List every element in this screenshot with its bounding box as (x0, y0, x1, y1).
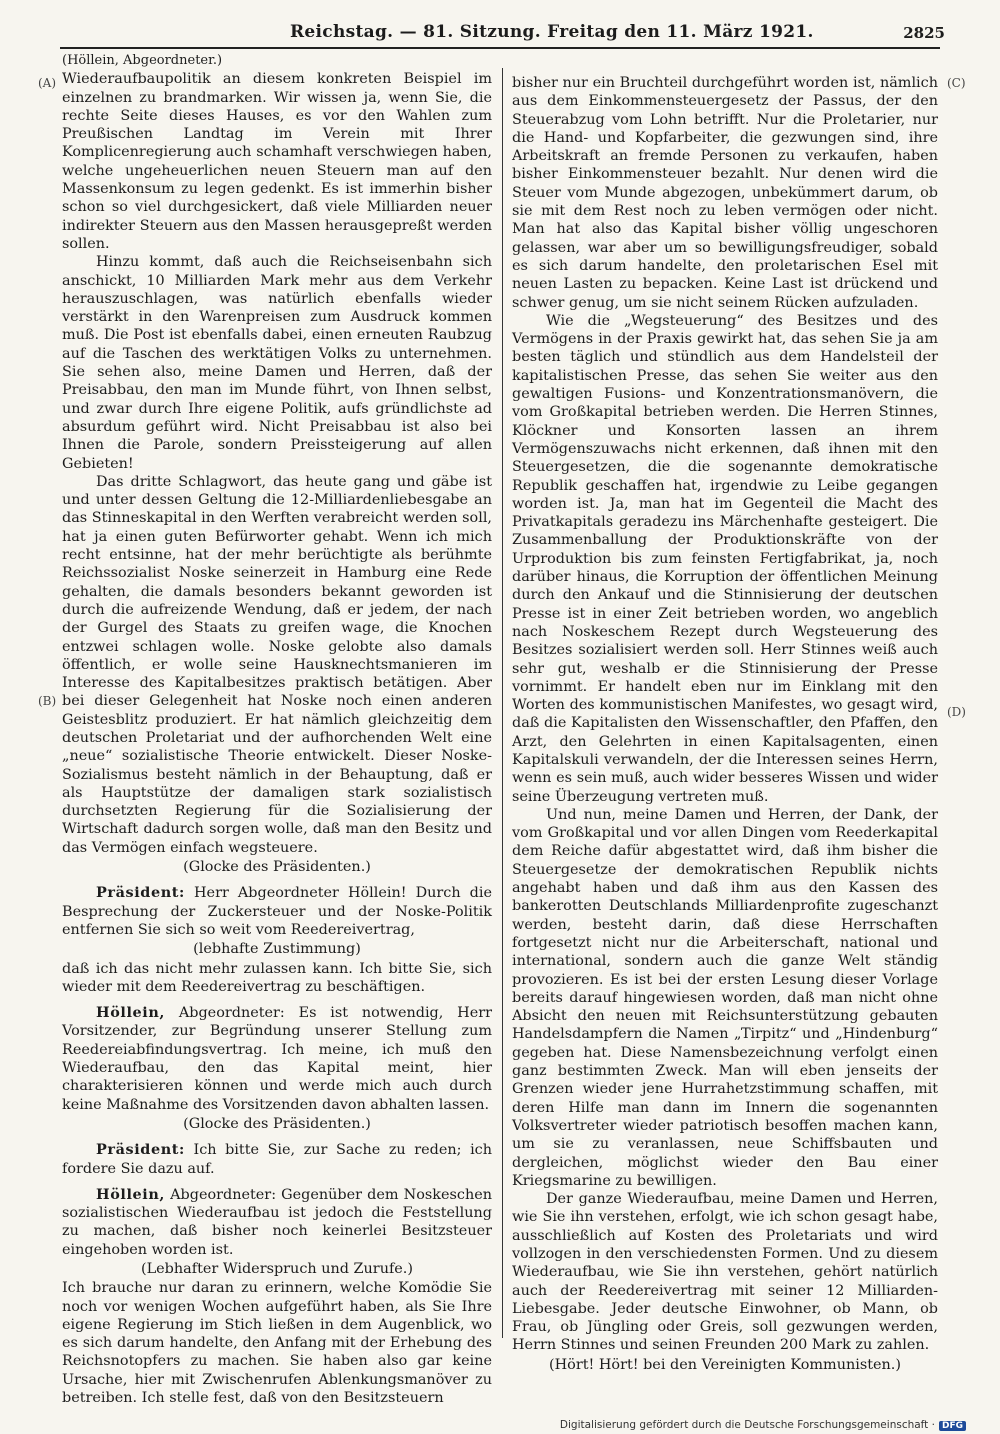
speaker-name: Höllein, (96, 1004, 166, 1022)
paragraph: bisher nur ein Bruchteil durchgeführt worden ist, nämlich aus dem Einkommensteuergesetz der Passus, der den Steuerabzug vom Lohn betrifft. Nur die Proletarier, nur die Hand- und Kopfarbeiter, die gezwungen sind, ihre Arbeitskraft an fremde Personen zu verkaufen, haben bisher Einkommensteuer bezahlt. Nur denen wird die Steuer vom Munde abgezogen, unbekümmert darum, ob sie mit dem Rest noch zu leben vermögen oder nicht. Man hat also das Kapital bisher völlig ungeschoren gelassen, war aber um so bewilligungsfreudiger, sobald es sich darum handelte, den proletarischen Esel mit neuen Lasten zu bepacken. Keine Last ist drückend und schwer genug, um sie nicht seinem Rücken aufzuladen. (512, 75, 938, 311)
stage-direction: (Glocke des Präsidenten.) (183, 1115, 371, 1132)
speech-president (62, 1141, 492, 1178)
speech-text: Gegenüber dem Noskeschen sozialistischen Wiederaufbau ist jedoch die Feststellung zu machen, daß bisher noch keinerlei Besitzsteuer eingehoben worden ist. (62, 1186, 492, 1258)
paragraph: Wiederaufbaupolitik an diesem konkreten Beispiel im einzelnen zu brandmarken. Wir wissen ja, wenn Sie, die rechte Seite dieses Hauses, es vor den Wahlen zum Preußischen Landtag im Verein mit Ihrer Komplicenregierung auch schamhaft verschwiegen haben, welche ungeheuerlichen neuen Steuern man auf den Massenkonsum zu legen gedenkt. Es ist immerhin bisher schon so viel durchgesickert, daß viele Milliarden neuer indirekter Steuern aus den Massen herausgepreßt werden sollen. (62, 71, 492, 252)
page-number: 2825 (903, 24, 945, 42)
column-divider (502, 68, 503, 1338)
speaker-name: Präsident: (96, 884, 185, 902)
paragraph: Der ganze Wiederaufbau, meine Damen und Herren, wie Sie ihn verstehen, erfolgt, wie ich schon gesagt habe, ausschließlich auf Kosten des Proletariats und wird vollzogen in den verschiedensten Formen. Und zu diesem Wiederaufbau, wie Sie ihn verstehen, gehört natürlich auch der Reedereivertrag mit seiner 12 Milliarden-Liebesgabe. Jeder deutsche Einwohner, ob Mann, ob Frau, ob Jüngling oder Greis, soll gezwungen werden, Herrn Stinnes und seinen Freunden 200 Mark zu zahlen. (512, 1191, 938, 1354)
speech-text: daß ich das nicht mehr zulassen kann. Ich bitte Sie, sich wieder mit dem Reedereivertrag zu beschäftigen. (62, 960, 492, 995)
stage-direction: (Lebhafter Widerspruch und Zurufe.) (141, 1261, 413, 1277)
paragraph: Ich brauche nur daran zu erinnern, welche Komödie Sie noch vor wenigen Wochen aufgeführt haben, als Sie Ihre eigene Regierung im Stich ließen in dem Augenblick, wo es sich darum handelte, den Anfang mit der Erhebung des Reichsnotopfers zu machen. Sie haben also gar keine Ursache, hier mit Zwischenrufen Ablenkungsmanöver zu betreiben. Ich stelle fest, daß von den Besitzsteuern (62, 1280, 492, 1407)
speech-text: Herr Abgeordneter Höllein! Durch die Besprechung der Zuckersteuer und der Noske-Politik entfernen Sie sich so weit vom Reedereivertrag, (62, 885, 493, 938)
speech-president (62, 884, 492, 939)
stage-direction: (Glocke des Präsidenten.) (183, 859, 371, 876)
margin-marker-c: (C) (947, 76, 966, 90)
paragraph: Hinzu kommt, daß auch die Reichseisenbahn sich anschickt, 10 Milliarden Mark mehr aus dem Verkehr herauszuschlagen, was natürlich ebenfalls wieder verstärkt in den Warenpreisen zum Ausdruck kommen muß. Die Post ist ebenfalls dabei, einen erneuten Raubzug auf die Taschen des werktätigen Volks zu unternehmen. Sie sehen also, meine Damen und Herren, daß der Preisabbau, den man im Munde führt, von Ihnen selbst, und zwar durch Ihre eigene Politik, aufs gründlichste ad absurdum geführt wird. Nicht Preisabbau ist also bei Ihnen die Parole, sondern Preissteigerung auf allen Gebieten! (62, 254, 492, 472)
stage-direction: (lebhafte Zustimmung) (193, 941, 361, 958)
footer-text: Digitalisierung gefördert durch die Deutsche Forschungsgemeinschaft · (559, 1419, 935, 1431)
speaker-name: Präsident: (96, 1141, 185, 1159)
stage-direction: (Hört! Hört! bei den Vereinigten Kommunisten.) (549, 1356, 901, 1373)
speaker-name: Höllein, (96, 1185, 166, 1203)
right-column (512, 74, 938, 1375)
speech-hoellein (62, 1186, 492, 1259)
speaker-role: Abgeordneter: (178, 1005, 285, 1022)
running-title: Reichstag. — 81. Sitzung. Freitag den 11. März 1921. (290, 22, 814, 42)
margin-marker-a: (A) (38, 76, 57, 90)
paragraph: Wie die „Wegsteuerung“ des Besitzes und des Vermögens in der Praxis gewirkt hat, das sehen Sie ja am besten täglich und stündlich aus dem Handelsteil der kapitalistischen Presse, das sehen Sie weiter aus den gewaltigen Fusions- und Konzentrationsmanövern, die vom Großkapital betrieben werden. Die Herren Stinnes, Klöckner und Konsorten lassen an ihrem Vermögenszuwachs nicht erkennen, daß ihnen mit den Steuergesetzen, die die sogenannte demokratische Republik geschaffen hat, irgendwie zu Leibe gegangen worden ist. Ja, man hat im Gegenteil die Macht des Privatkapitals geradezu ins Märchenhafte gesteigert. Die Zusammenballung der Produktionskräfte von der Urproduktion bis zum feinsten Fertigfabrikat, ja, noch darüber hinaus, die Korruption der öffentlichen Meinung durch den Ankauf und die Stinnisierung der deutschen Presse ist in einer Zeit betrieben worden, wo angeblich nach Noskeschem Rezept durch Wegsteuerung des Besitzes sozialisiert werden soll. Herr Stinnes weiß auch sehr gut, weshalb er die Stinnisierung der Presse vornimmt. Er handelt eben nur im Einklang mit den Worten des kommunistischen Manifestes, wo gesagt wird, daß die Kapitalisten den Wissenschaftler, den Pfaffen, den Arzt, den Gelehrten in einen Kapitalsagenten, einen Kapitalskuli verwandeln, der die Interessen seines Herrn, wenn es sein muß, auch wider besseres Wissen und wider seine Überzeugung vertreten muß. (512, 312, 938, 805)
left-column (62, 52, 492, 1407)
paragraph: Das dritte Schlagwort, das heute gang und gäbe ist und unter dessen Geltung die 12-Milliardenliebesgabe an das Stinneskapital in den Werften verabreicht werden soll, hat ja einen guten Befürworter gehabt. Wenn ich mich recht entsinne, hat der mehr berüchtigte als berühmte Reichssozialist Noske seinerzeit in Hamburg eine Rede gehalten, die damals besonders bekannt geworden ist durch die aufreizende Wendung, daß er jedem, der nach der Gurgel des Staats zu greifen wage, die Knochen entzwei schlagen wolle. Noske gelobte also damals öffentlich, er wolle seine Hausknechtsmanieren im Interesse des Kapitalbesitzes praktisch betätigen. Aber bei dieser Gelegenheit hat Noske noch einen anderen Geistesblitz produziert. Er hat nämlich gleichzeitig dem deutschen Proletariat und der aufhorchenden Welt eine „neue“ sozialistische Theorie entwickelt. Dieser Noske-Sozialismus besteht nämlich in der Behauptung, daß er als Hauptstütze der damaligen stark sozialistisch durchsetzten Regierung für die Sozialisierung der Wirtschaft dadurch sorgen wolle, daß man den Besitz und das Vermögen einfach wegsteuere. (62, 473, 492, 856)
page-header (60, 22, 945, 46)
speaker-continued: (Höllein, Abgeordneter.) (62, 53, 223, 68)
speech-hoellein (62, 1004, 492, 1114)
speech-text: Es ist notwendig, Herr Vorsitzender, zur Begründung unserer Stellung zum Reedereiabfindungsvertrag. Ich meine, ich muß den Wiederaufbau, den das Kapital meint, hier charakterisieren können und werde mich auch durch keine Maßnahme des Vorsitzenden davon abhalten lassen. (62, 1005, 492, 1113)
paragraph: Und nun, meine Damen und Herren, der Dank, der vom Großkapital und vor allen Dingen vom Reederkapital dem Reiche dafür abgestattet wird, daß ihm bisher die Steuergesetze der demokratischen Republik nichts angehabt haben und daß ihm aus den Kassen des bankerotten Deutschlands Milliardenprofite zugeschanzt werden, besteht darin, daß diese Herrschaften fortgesetzt nicht nur die Arbeiterschaft, national und international, sondern auch die ganze Welt ständig provozieren. Es ist bei der ersten Lesung dieser Vorlage bereits darauf hingewiesen worden, daß man nicht ohne Absicht den neuen mit Reichsunterstützung gebauten Handelsdampfern die Namen „Tirpitz“ und „Hindenburg“ gegeben hat. Diese Namensbezeichnung verfolgt einen ganz bestimmten Zweck. Man will eben jenseits der Grenzen wieder jene Hurrahetzstimmung schaffen, mit deren Hilfe man dann im Innern die sogenannten Volksvertreter wieder patriotisch besoffen machen kann, um sie zu veranlassen, neue Schiffsbauten und dergleichen, möglichst wieder den Bau einer Kriegsmarine zu bewilligen. (512, 806, 938, 1189)
digitization-footer (560, 1419, 966, 1431)
speech-text: Ich bitte Sie, zur Sache zu reden; ich fordere Sie dazu auf. (62, 1142, 493, 1177)
margin-marker-d: (D) (947, 705, 966, 719)
dfg-logo: DFG (939, 1421, 966, 1431)
margin-marker-b: (B) (38, 694, 57, 708)
speaker-role: Abgeordneter: (170, 1186, 277, 1203)
header-rule (60, 47, 940, 49)
